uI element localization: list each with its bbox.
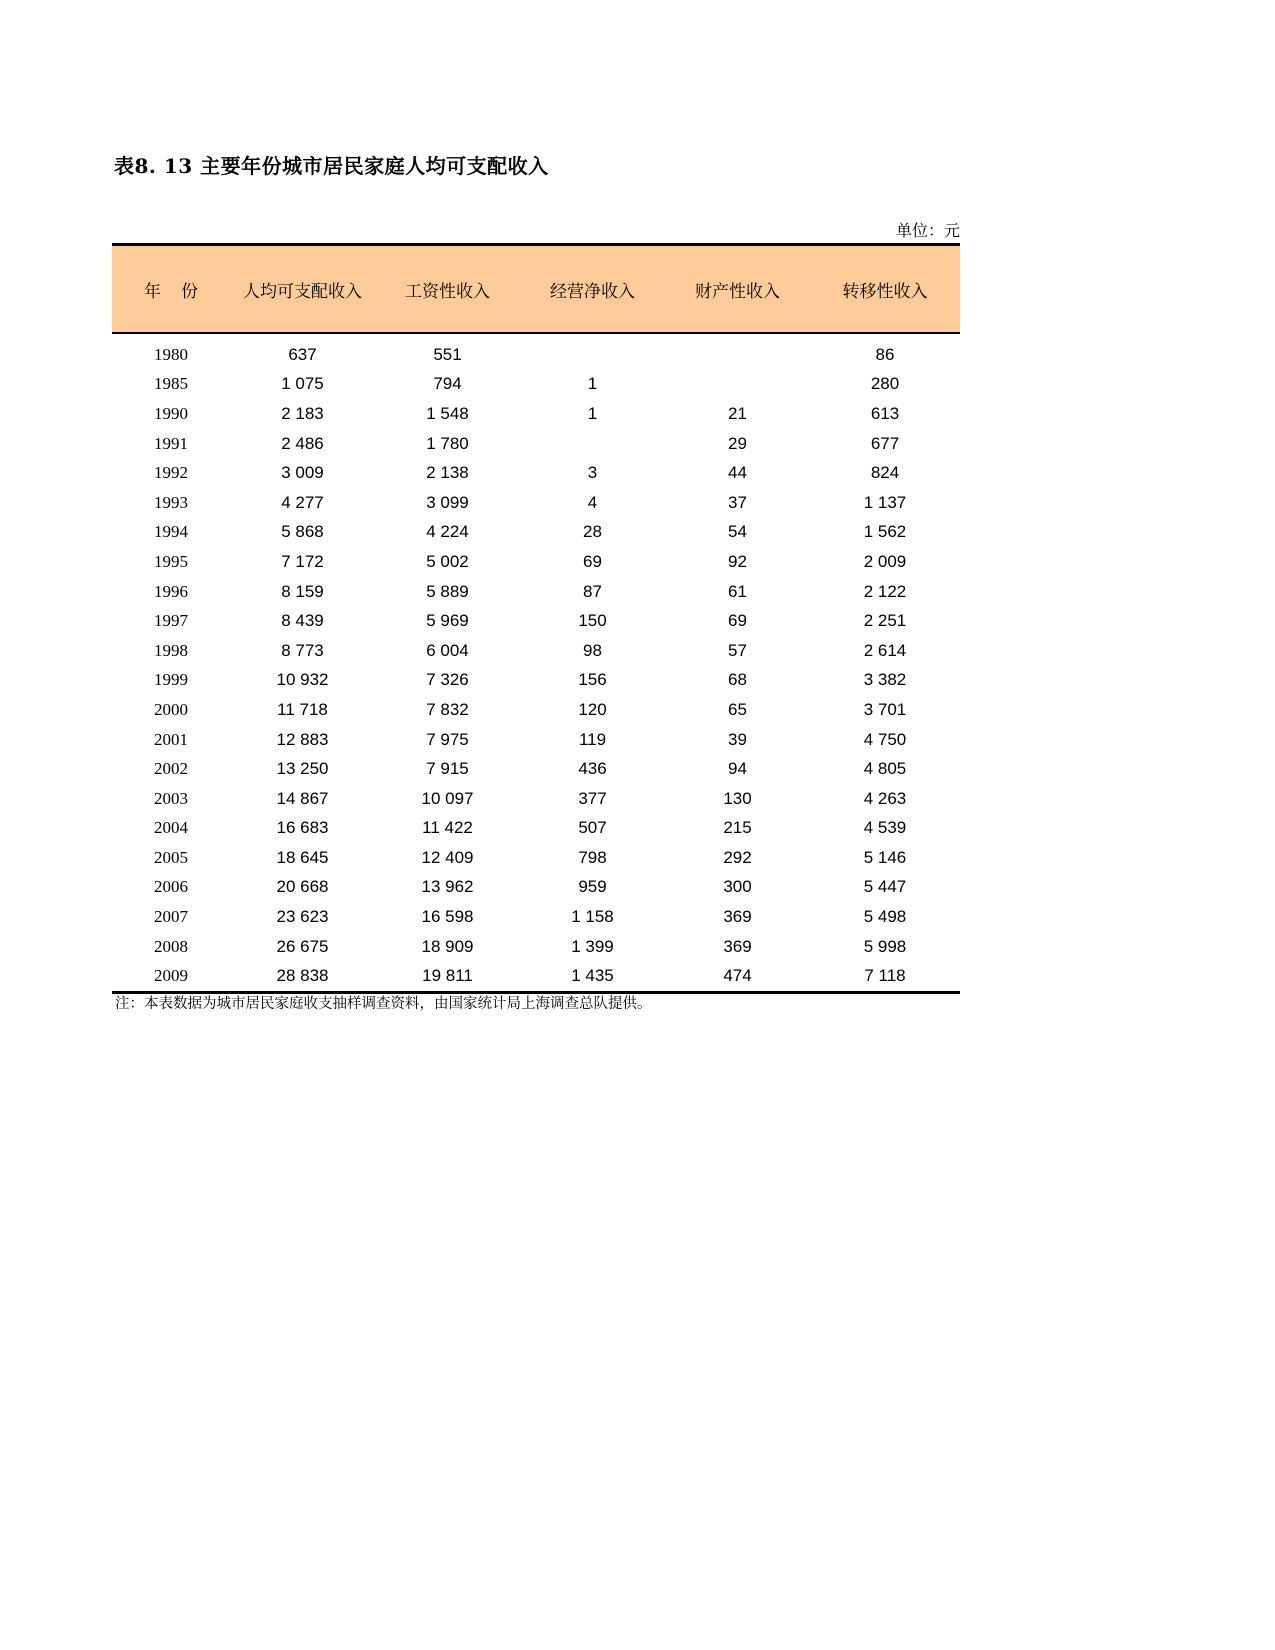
cell-wage-income: 7 915 (426, 759, 469, 779)
cell-wage-income: 11 422 (422, 818, 473, 838)
cell-year: 1995 (154, 551, 188, 571)
cell-disposable-income: 637 (288, 344, 317, 364)
cell-wage-income: 1 780 (426, 433, 469, 453)
cell-property-income: 92 (728, 551, 747, 571)
cell-year: 2002 (154, 759, 188, 779)
table-row (112, 488, 960, 518)
cell-disposable-income: 23 623 (276, 907, 329, 927)
cell-transfer-income: 3 701 (863, 699, 907, 719)
cell-wage-income: 5 969 (426, 611, 469, 631)
cell-property-income: 61 (728, 581, 747, 601)
cell-property-income: 130 (723, 788, 752, 808)
cell-business-income: 507 (578, 818, 607, 838)
header-business-income: 经营净收入 (520, 245, 665, 334)
table-row (112, 961, 960, 992)
header-transfer-income: 转移性收入 (810, 245, 960, 334)
cell-property-income: 369 (723, 936, 752, 956)
cell-transfer-income: 5 498 (863, 907, 907, 927)
cell-wage-income: 7 326 (426, 670, 469, 690)
cell-disposable-income: 16 683 (276, 818, 329, 838)
cell-business-income: 1 (587, 374, 598, 394)
cell-transfer-income: 4 805 (863, 759, 907, 779)
cell-transfer-income: 5 998 (863, 936, 907, 956)
cell-year: 1993 (154, 492, 188, 512)
table-row (112, 666, 960, 696)
cell-disposable-income: 8 159 (281, 581, 324, 601)
cell-year: 1991 (154, 433, 188, 453)
cell-transfer-income: 4 539 (863, 818, 907, 838)
cell-wage-income: 5 889 (426, 581, 469, 601)
cell-disposable-income: 2 183 (281, 403, 324, 423)
table-row (112, 458, 960, 488)
cell-wage-income: 5 002 (426, 551, 469, 571)
cell-business-income: 3 (587, 463, 598, 483)
cell-business-income: 1 (587, 403, 598, 423)
table-row (112, 518, 960, 548)
table-row (112, 547, 960, 577)
cell-year: 1996 (154, 581, 188, 601)
cell-property-income: 44 (728, 463, 747, 483)
table-row (112, 606, 960, 636)
cell-business-income: 436 (578, 759, 607, 779)
table-body (112, 333, 960, 993)
cell-transfer-income: 7 118 (810, 961, 960, 992)
table-row (112, 399, 960, 429)
cell-business-income (520, 429, 665, 459)
table-row (112, 333, 960, 370)
table-row (112, 902, 960, 932)
cell-wage-income: 794 (433, 374, 462, 394)
cell-wage-income: 12 409 (421, 847, 474, 867)
cell-year: 2006 (154, 877, 188, 897)
cell-wage-income: 4 224 (426, 522, 469, 542)
cell-transfer-income: 613 (870, 403, 900, 423)
cell-year: 1985 (154, 374, 188, 394)
table-header-row (112, 245, 960, 334)
cell-business-income: 98 (583, 640, 602, 660)
cell-business-income: 87 (583, 581, 602, 601)
cell-wage-income: 551 (433, 344, 462, 364)
cell-disposable-income: 11 718 (277, 699, 328, 719)
cell-wage-income: 2 138 (426, 463, 469, 483)
cell-wage-income: 3 099 (426, 492, 469, 512)
cell-transfer-income: 1 562 (863, 522, 907, 542)
cell-disposable-income: 28 838 (230, 961, 375, 992)
cell-disposable-income: 13 250 (276, 759, 329, 779)
cell-transfer-income: 5 146 (863, 847, 907, 867)
table-row (112, 784, 960, 814)
cell-wage-income: 6 004 (426, 640, 469, 660)
cell-business-income: 1 435 (520, 961, 665, 992)
cell-property-income: 21 (728, 403, 747, 423)
cell-year: 2004 (154, 818, 188, 838)
cell-property-income: 57 (728, 640, 747, 660)
cell-transfer-income: 2 614 (863, 640, 907, 660)
cell-disposable-income: 10 932 (276, 670, 329, 690)
cell-year: 2009 (112, 961, 230, 992)
cell-property-income (665, 370, 810, 400)
cell-transfer-income: 677 (870, 433, 900, 453)
table-row (112, 932, 960, 962)
cell-disposable-income: 5 868 (281, 522, 324, 542)
cell-business-income: 150 (578, 611, 607, 631)
header-year-char-2: 份 (181, 281, 198, 302)
cell-property-income (665, 333, 810, 370)
header-wage-income: 工资性收入 (375, 245, 520, 334)
table-row (112, 725, 960, 755)
cell-business-income: 69 (583, 551, 602, 571)
cell-wage-income: 16 598 (421, 907, 474, 927)
cell-disposable-income: 14 867 (276, 788, 329, 808)
table-note: 注：本表数据为城市居民家庭收支抽样调查资料，由国家统计局上海调查总队提供。 (115, 996, 652, 1012)
cell-transfer-income: 280 (870, 374, 900, 394)
cell-business-income: 120 (578, 699, 607, 719)
cell-disposable-income: 2 486 (281, 433, 324, 453)
cell-property-income: 474 (665, 961, 810, 992)
cell-transfer-income: 4 263 (863, 788, 907, 808)
cell-disposable-income: 4 277 (281, 492, 324, 512)
cell-year: 1999 (154, 670, 188, 690)
header-property-income: 财产性收入 (665, 245, 810, 334)
cell-transfer-income: 3 382 (863, 670, 907, 690)
cell-property-income: 215 (723, 818, 752, 838)
cell-wage-income: 10 097 (421, 788, 474, 808)
cell-wage-income: 19 811 (375, 961, 520, 992)
table-row (112, 814, 960, 844)
cell-year: 1980 (154, 344, 188, 364)
cell-year: 2000 (154, 699, 188, 719)
cell-property-income: 39 (728, 729, 747, 749)
table-title: 表8. 13 主要年份城市居民家庭人均可支配收入 (114, 154, 549, 178)
cell-wage-income: 7 975 (426, 729, 469, 749)
cell-year: 1998 (154, 640, 188, 660)
cell-transfer-income: 824 (870, 463, 900, 483)
cell-wage-income: 18 909 (421, 936, 474, 956)
cell-year: 1990 (154, 403, 188, 423)
cell-business-income: 4 (587, 492, 598, 512)
cell-property-income: 69 (728, 611, 747, 631)
cell-business-income: 377 (578, 788, 607, 808)
cell-year: 1994 (154, 522, 188, 542)
cell-transfer-income: 4 750 (863, 729, 907, 749)
cell-disposable-income: 26 675 (276, 936, 329, 956)
cell-transfer-income: 2 251 (863, 611, 907, 631)
cell-disposable-income: 1 075 (281, 374, 324, 394)
cell-disposable-income: 20 668 (276, 877, 329, 897)
cell-transfer-income: 1 137 (863, 492, 907, 512)
cell-disposable-income: 7 172 (281, 551, 324, 571)
cell-property-income: 37 (728, 492, 747, 512)
cell-transfer-income: 86 (875, 344, 895, 364)
cell-disposable-income: 3 009 (281, 463, 324, 483)
header-disposable-income: 人均可支配收入 (230, 245, 375, 334)
table-row (112, 754, 960, 784)
cell-business-income: 1 158 (571, 907, 614, 927)
header-year (112, 245, 230, 334)
cell-property-income: 292 (723, 847, 752, 867)
table-row (112, 577, 960, 607)
income-table-container (112, 243, 960, 994)
cell-property-income: 65 (728, 699, 747, 719)
cell-business-income (520, 333, 665, 370)
table-row (112, 873, 960, 903)
cell-business-income: 1 399 (571, 936, 614, 956)
cell-property-income: 369 (723, 907, 752, 927)
table-row (112, 636, 960, 666)
table-row (112, 843, 960, 873)
cell-year: 2008 (154, 936, 188, 956)
cell-disposable-income: 8 439 (281, 611, 324, 631)
cell-property-income: 300 (723, 877, 752, 897)
cell-disposable-income: 8 773 (281, 640, 324, 660)
cell-property-income: 94 (728, 759, 747, 779)
cell-business-income: 156 (578, 670, 607, 690)
table-row (112, 695, 960, 725)
cell-year: 2001 (154, 729, 188, 749)
cell-business-income: 959 (578, 877, 607, 897)
cell-business-income: 798 (578, 847, 607, 867)
table-row (112, 370, 960, 400)
cell-transfer-income: 2 122 (863, 581, 907, 601)
cell-year: 2003 (154, 788, 188, 808)
table-row (112, 429, 960, 459)
cell-wage-income: 1 548 (426, 403, 469, 423)
cell-year: 1992 (154, 463, 188, 483)
cell-year: 1997 (154, 611, 188, 631)
unit-label: 单位：元 (895, 221, 960, 240)
cell-disposable-income: 18 645 (276, 847, 329, 867)
cell-year: 2005 (154, 847, 188, 867)
cell-property-income: 68 (728, 670, 747, 690)
cell-property-income: 54 (728, 522, 747, 542)
cell-business-income: 28 (583, 522, 602, 542)
cell-year: 2007 (154, 907, 188, 927)
cell-transfer-income: 5 447 (863, 877, 907, 897)
cell-transfer-income: 2 009 (863, 551, 907, 571)
cell-wage-income: 13 962 (421, 877, 474, 897)
cell-business-income: 119 (578, 729, 607, 749)
cell-property-income: 29 (728, 433, 747, 453)
income-table (112, 243, 960, 994)
cell-disposable-income: 12 883 (276, 729, 329, 749)
header-year-char-1: 年 (144, 281, 161, 302)
cell-wage-income: 7 832 (426, 699, 469, 719)
